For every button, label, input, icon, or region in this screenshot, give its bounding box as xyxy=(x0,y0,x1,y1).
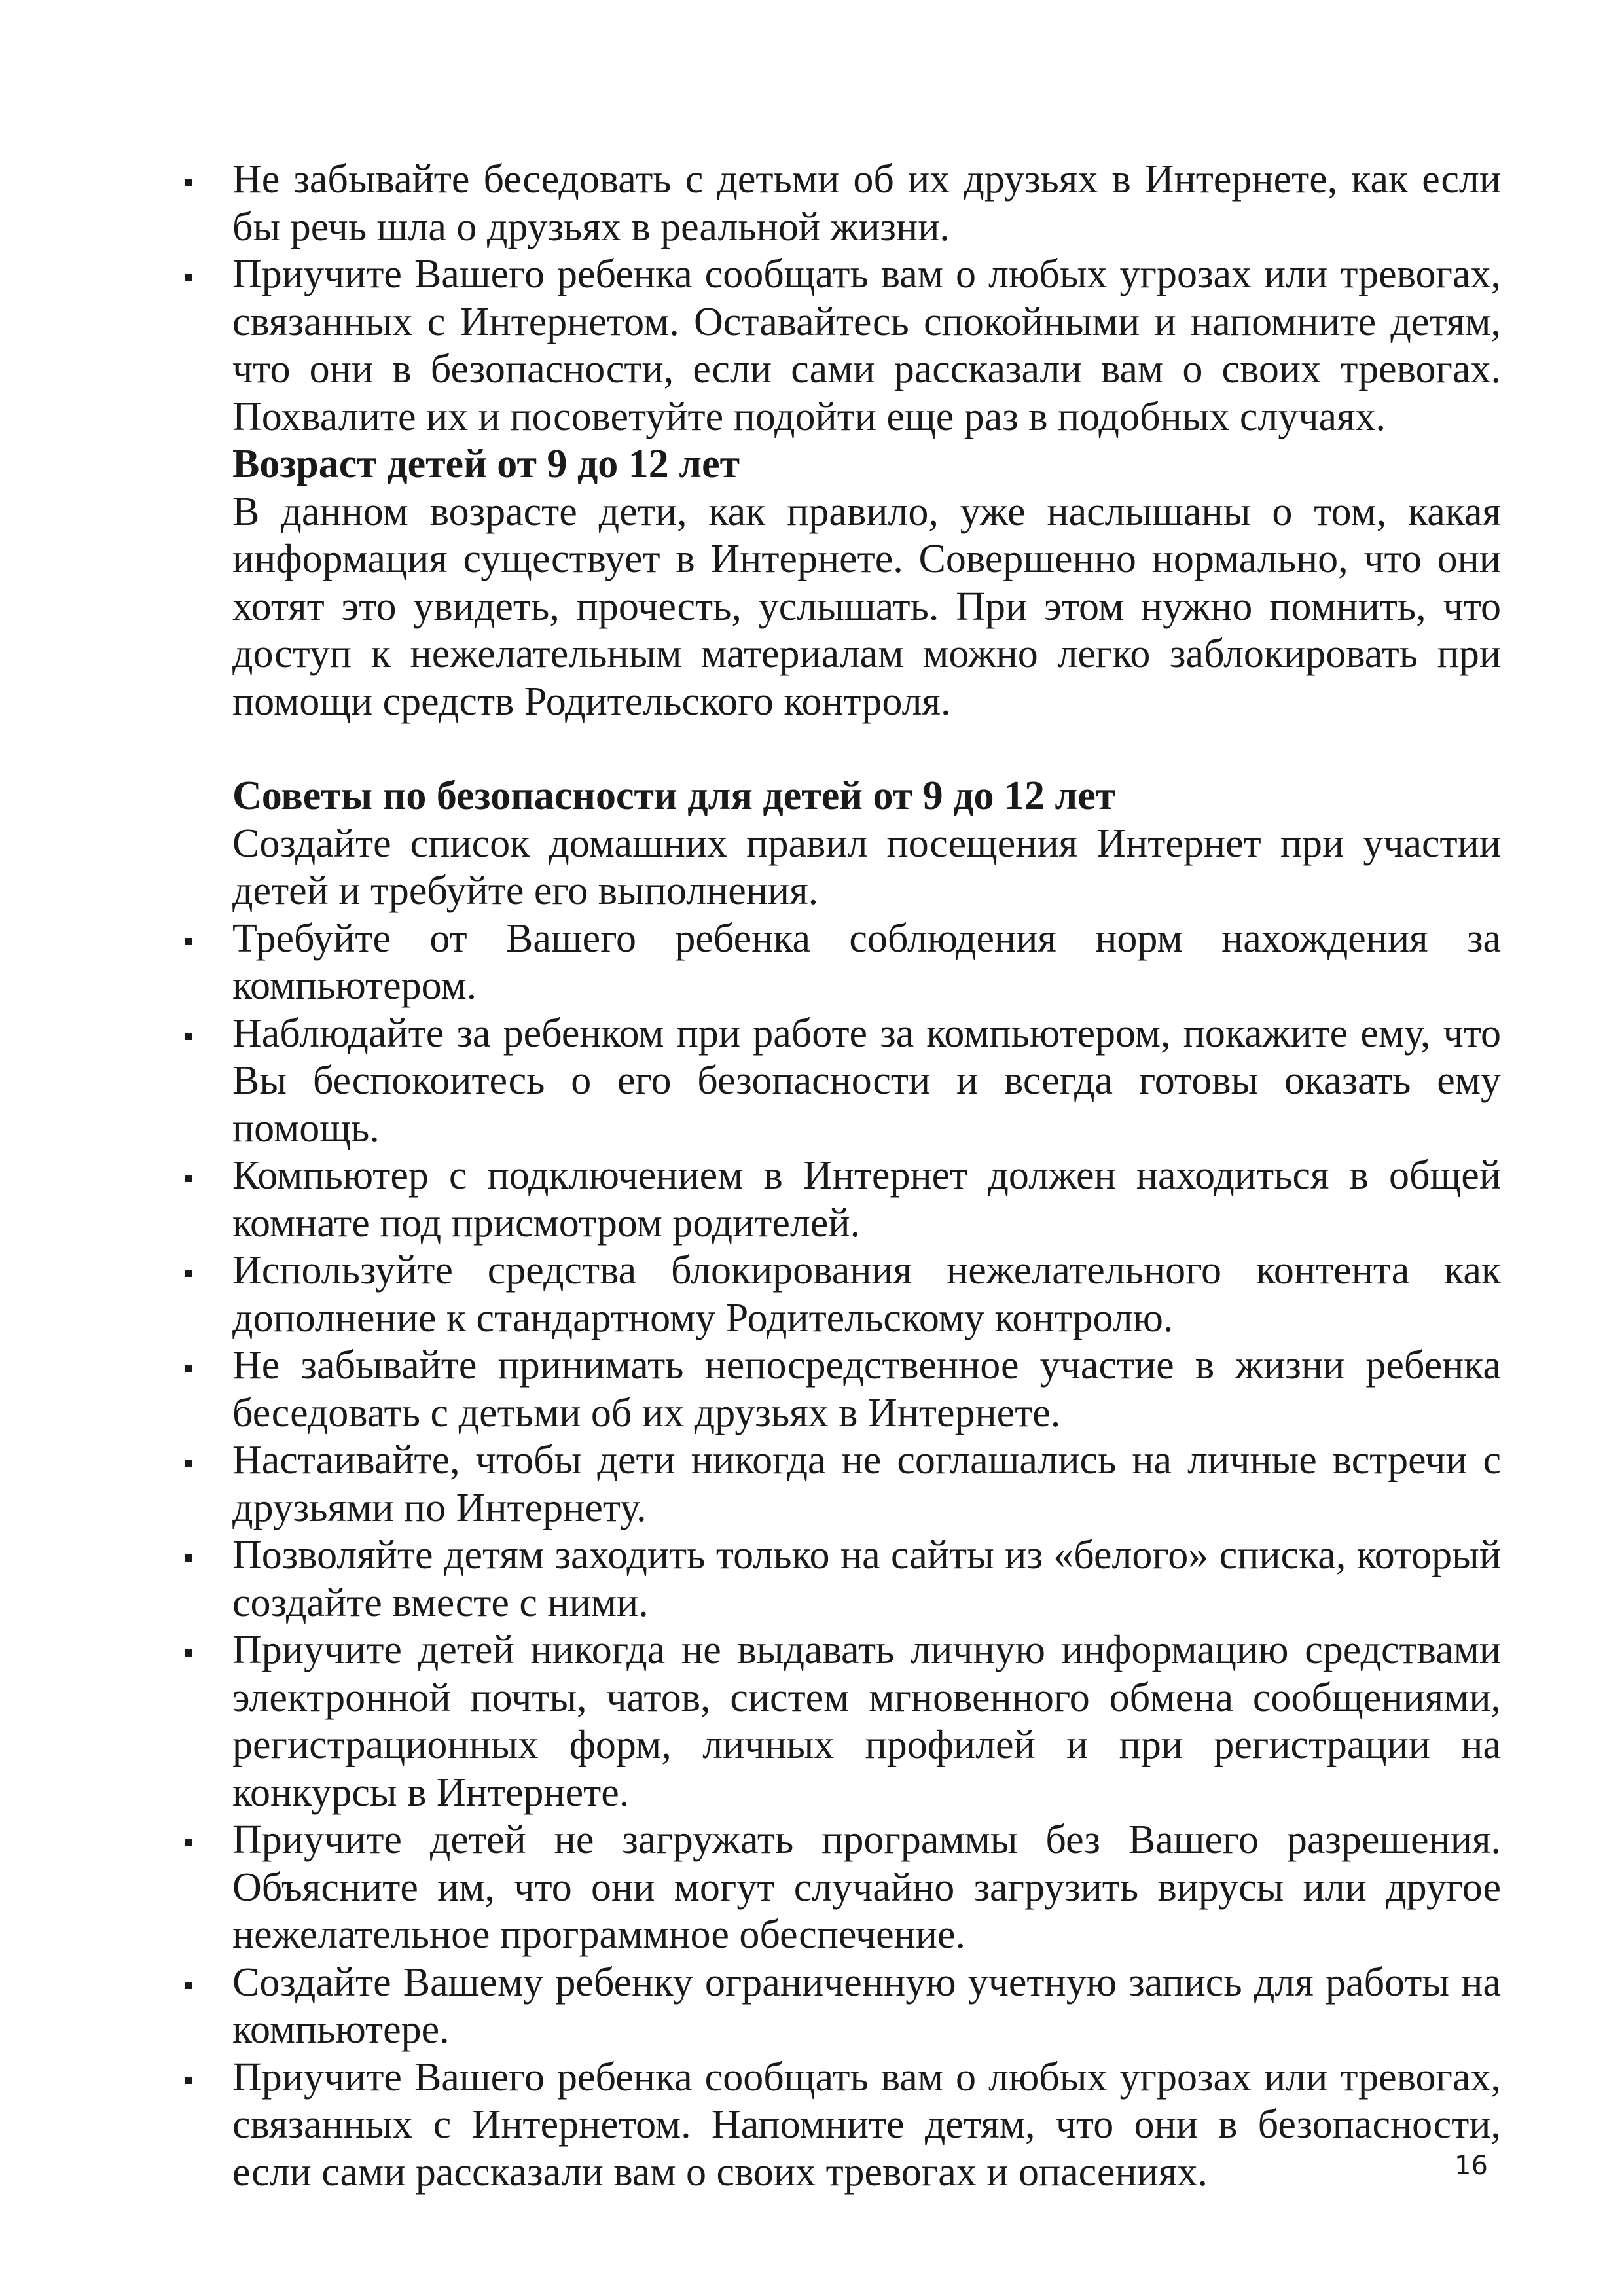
section-heading-age: Возраст детей от 9 до 12 лет xyxy=(232,442,740,486)
bullet-marker xyxy=(185,1342,198,1390)
section-heading-tips: Советы по безопасности для детей от 9 до 12 лет xyxy=(232,774,1116,818)
list-item xyxy=(232,1152,1501,1247)
bullet-marker xyxy=(185,1532,198,1579)
list-item-text: Не забывайте принимать непосредственное участие в жизни ребенка беседовать с детьми об их друзьях в Интернете. xyxy=(232,1343,1501,1435)
list-item-text: Требуйте от Вашего ребенка соблюдения норм нахождения за компьютером. xyxy=(232,916,1501,1008)
bullet-marker xyxy=(185,251,198,298)
list-item xyxy=(232,1626,1501,1816)
list-item xyxy=(232,1959,1501,2054)
list-item xyxy=(232,2054,1501,2197)
list-item xyxy=(232,1010,1501,1153)
list-item-text: Позволяйте детям заходить только на сайты из «белого» списка, который создайте вместе с ними. xyxy=(232,1533,1501,1625)
list-item-text: Приучите Вашего ребенка сообщать вам о любых угрозах или тревогах, связанных с Интернетом. Напомните детям, что они в безопасности, если сами рассказали вам о своих тревогах и опасениях. xyxy=(232,2054,1501,2195)
page-content xyxy=(232,156,1501,2196)
list-item-text: Используйте средства блокирования нежелательного контента как дополнение к стандартному Родительскому контролю. xyxy=(232,1248,1501,1340)
bullet-marker xyxy=(185,1437,198,1484)
bullet-marker xyxy=(185,2054,198,2102)
list-item-text: Создайте Вашему ребенку ограниченную учетную запись для работы на компьютере. xyxy=(232,1960,1501,2052)
list-item xyxy=(232,1342,1501,1437)
list-item xyxy=(232,156,1501,251)
list-item xyxy=(232,1247,1501,1342)
bullet-marker xyxy=(185,1010,198,1058)
paragraph-age-description: В данном возрасте дети, как правило, уже наслышаны о том, какая информация существует в Интернете. Совершенно нормально, что они хотят это увидеть, прочесть, услышать. При этом нужно помнить, что доступ к нежелательным материалам можно легко заблокировать при помощи средств Родительского контроля. xyxy=(232,489,1501,724)
list-item xyxy=(232,1437,1501,1532)
page-number: 16 xyxy=(1454,2151,1488,2181)
list-item-text: Настаивайте, чтобы дети никогда не соглашались на личные встречи с друзьями по Интернету. xyxy=(232,1438,1501,1530)
list-item-text: Приучите детей никогда не выдавать личную информацию средствами электронной почты, чатов, систем мгновенного обмена сообщениями, регистрационных форм, личных профилей и при регистрации на конкурсы в Интернете. xyxy=(232,1628,1501,1815)
list-item xyxy=(232,251,1501,440)
list-item-text: Приучите Вашего ребенка сообщать вам о любых угрозах или тревогах, связанных с Интернетом. Оставайтесь спокойными и напомните детям, что они в безопасности, если сами рассказали вам о своих тревогах. Похвалите их и посоветуйте подойти еще раз в подобных случаях. xyxy=(232,252,1501,439)
list-item-text: Не забывайте беседовать с детьми об их друзьях в Интернете, как если бы речь шла о друзьях в реальной жизни. xyxy=(232,157,1501,249)
list-item xyxy=(232,915,1501,1010)
paragraph-house-rules: Создайте список домашних правил посещения Интернет при участии детей и требуйте его выполнения. xyxy=(232,821,1501,913)
list-item xyxy=(232,1816,1501,1959)
list-item-text: Приучите детей не загружать программы без Вашего разрешения. Объясните им, что они могут случайно загрузить вирусы или другое нежелательное программное обеспечение. xyxy=(232,1818,1501,1957)
bullet-marker xyxy=(185,1247,198,1295)
list-item xyxy=(232,1532,1501,1626)
bullet-marker xyxy=(185,1152,198,1200)
bullet-marker xyxy=(185,156,198,204)
paragraph-gap xyxy=(232,725,1501,772)
bullet-marker xyxy=(185,1959,198,2007)
list-item-text: Наблюдайте за ребенком при работе за компьютером, покажите ему, что Вы беспокоитесь о его безопасности и всегда готовы оказать ему помощь. xyxy=(232,1011,1501,1151)
bullet-marker xyxy=(185,1816,198,1864)
bullet-marker xyxy=(185,1626,198,1674)
bullet-marker xyxy=(185,915,198,963)
list-item-text: Компьютер с подключением в Интернет должен находиться в общей комнате под присмотром родителей. xyxy=(232,1153,1501,1246)
